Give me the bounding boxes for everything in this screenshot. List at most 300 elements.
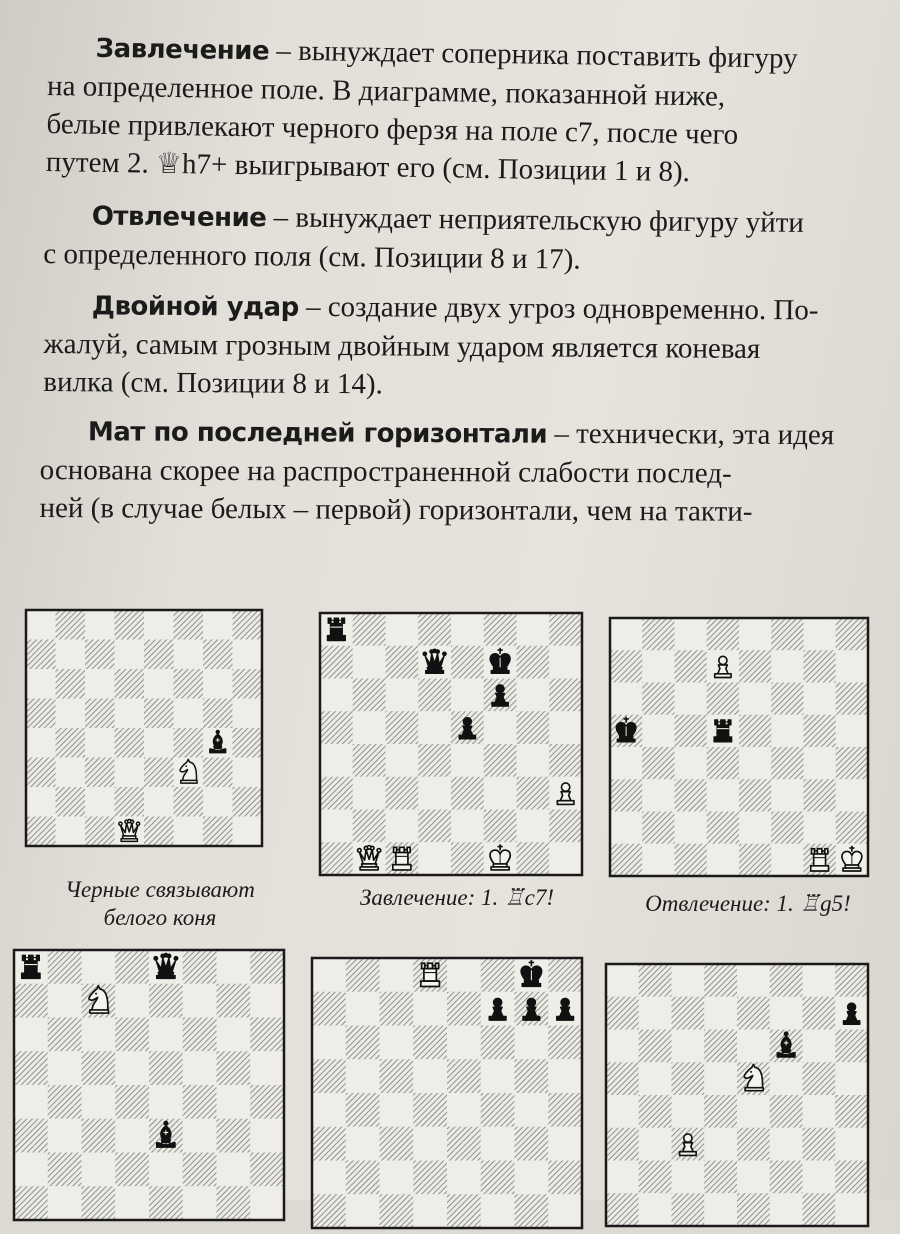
board-square: [56, 669, 86, 699]
board-square: [481, 1059, 515, 1093]
board-square: [48, 950, 82, 984]
board-square: [515, 1127, 549, 1161]
board-square: [642, 844, 674, 876]
board-square: [82, 1018, 116, 1052]
board-square: [835, 1128, 868, 1161]
board-square: [82, 1153, 116, 1187]
board-square: [149, 1153, 183, 1187]
board-square: [233, 699, 263, 729]
board-square: [707, 844, 739, 876]
board-square: [675, 779, 707, 811]
board-square: [14, 1119, 48, 1153]
board-square: [548, 958, 582, 992]
board-square: [606, 1128, 639, 1161]
board-square: [82, 950, 116, 984]
board-square: [803, 1062, 836, 1095]
board-square: [447, 1127, 481, 1161]
board-square: [447, 1093, 481, 1127]
board-square: [549, 744, 582, 777]
board-square: [250, 1085, 284, 1119]
board-square: [14, 1186, 48, 1220]
board-square: [48, 1051, 82, 1085]
board-square: [835, 1062, 868, 1095]
board-square: [639, 997, 672, 1030]
board-square: [353, 744, 386, 777]
board-square: [174, 640, 204, 670]
board-square: [451, 842, 484, 875]
board-square: [320, 744, 353, 777]
board-square: [346, 1161, 380, 1195]
line: – вынуждает неприятельскую фигуру уйти: [266, 201, 805, 239]
board-square: [803, 1030, 836, 1063]
board-square: [115, 1051, 149, 1085]
board-square: [386, 711, 419, 744]
board-square: [481, 1026, 515, 1060]
board-square: [85, 610, 115, 640]
board-square: [704, 1062, 737, 1095]
board-square: [675, 715, 707, 747]
board-square: [418, 842, 451, 875]
board-square: [803, 964, 836, 997]
board-square: [82, 1051, 116, 1085]
board-square: [380, 1093, 414, 1127]
board-square: [484, 744, 517, 777]
paragraph-mat: [39, 412, 864, 531]
board-square: [233, 787, 263, 817]
board-square: [183, 950, 217, 984]
board-square: [704, 1095, 737, 1128]
board-square: [770, 1161, 803, 1194]
board-square: [642, 812, 674, 844]
board-square: [836, 747, 868, 779]
board-square: [515, 1059, 549, 1093]
board-square: [346, 992, 380, 1026]
board-square: [203, 699, 233, 729]
board-square: [672, 964, 705, 997]
board-square: [610, 683, 642, 715]
board-square: [610, 844, 642, 876]
board-square: [835, 1030, 868, 1063]
board-square: [737, 1128, 770, 1161]
board-square: [250, 1186, 284, 1220]
board-square: [174, 669, 204, 699]
board-square: [639, 1062, 672, 1095]
board-square: [770, 964, 803, 997]
board-square: [149, 1018, 183, 1052]
board-square: [672, 1161, 705, 1194]
board-square: [835, 1193, 868, 1226]
board-square: [144, 699, 174, 729]
board-square: [606, 1062, 639, 1095]
board-square: [675, 812, 707, 844]
board-square: [346, 958, 380, 992]
board-square: [517, 810, 550, 843]
board-square: [672, 997, 705, 1030]
board-square: [144, 758, 174, 788]
board-square: [115, 640, 145, 670]
board-square: [610, 747, 642, 779]
board-square: [144, 669, 174, 699]
white-rook-icon: [811, 849, 829, 871]
board-square: [85, 699, 115, 729]
board-square: [26, 728, 56, 758]
board-square: [517, 679, 550, 712]
board-square: [739, 683, 771, 715]
board-square: [183, 1153, 217, 1187]
board-square: [203, 640, 233, 670]
board-square: [804, 812, 836, 844]
board-square: [447, 1161, 481, 1195]
board-square: [56, 640, 86, 670]
board-square: [346, 1026, 380, 1060]
board-square: [836, 715, 868, 747]
board-square: [217, 984, 251, 1018]
board-square: [85, 640, 115, 670]
board-square: [353, 810, 386, 843]
board-square: [312, 1059, 346, 1093]
term-dvoinoi-udar: Двойной удар: [91, 291, 299, 323]
board-square: [149, 1085, 183, 1119]
board-square: [183, 1085, 217, 1119]
board-square: [115, 1153, 149, 1187]
board-square: [515, 1026, 549, 1060]
term-mat: Мат по последней горизонтали: [87, 417, 548, 450]
black-rook-icon: [714, 720, 732, 742]
board-square: [675, 618, 707, 650]
board-square: [515, 1093, 549, 1127]
board-square: [144, 787, 174, 817]
board-square: [115, 610, 145, 640]
board-square: [56, 758, 86, 788]
board-square: [312, 1161, 346, 1195]
board-square: [56, 728, 86, 758]
board-square: [515, 1161, 549, 1195]
board-square: [803, 1095, 836, 1128]
board-square: [418, 613, 451, 646]
board-square: [737, 1095, 770, 1128]
board-square: [549, 613, 582, 646]
white-queen-icon: [119, 819, 140, 841]
board-square: [484, 810, 517, 843]
board-square: [771, 683, 803, 715]
board-square: [217, 1119, 251, 1153]
board-square: [451, 613, 484, 646]
board-square: [642, 650, 674, 682]
board-square: [803, 997, 836, 1030]
board-square: [770, 1128, 803, 1161]
board-square: [418, 810, 451, 843]
board-square: [771, 812, 803, 844]
board-square: [517, 777, 550, 810]
board-square: [413, 1093, 447, 1127]
board-square: [233, 640, 263, 670]
board-square: [606, 1095, 639, 1128]
diagram-caption-3: Отвлечение: 1. ♖g5!: [645, 891, 851, 916]
board-square: [380, 1127, 414, 1161]
board-square: [413, 1127, 447, 1161]
board-square: [484, 613, 517, 646]
board-square: [149, 1186, 183, 1220]
board-square: [203, 787, 233, 817]
chess-diagram-5: [312, 958, 588, 1228]
board-square: [56, 787, 86, 817]
board-square: [447, 958, 481, 992]
board-square: [606, 1161, 639, 1194]
board-square: [26, 699, 56, 729]
board-square: [320, 711, 353, 744]
board-square: [413, 1059, 447, 1093]
board-square: [606, 1193, 639, 1226]
board-square: [48, 1119, 82, 1153]
line: – технически, эта идея: [547, 417, 835, 452]
board-square: [517, 711, 550, 744]
board-square: [48, 1186, 82, 1220]
board-square: [548, 1194, 582, 1228]
white-rook-icon: [421, 963, 440, 986]
board-square: [353, 646, 386, 679]
board-square: [82, 1186, 116, 1220]
board-square: [606, 1030, 639, 1063]
board-square: [451, 646, 484, 679]
line: с определенного поля (см. Позиции 8 и 17).: [43, 237, 581, 276]
line: вилка (см. Позиции 8 и 14).: [43, 365, 383, 401]
board-square: [675, 683, 707, 715]
board-square: [26, 817, 56, 847]
board-square: [639, 1193, 672, 1226]
board-square: [836, 812, 868, 844]
board-square: [115, 699, 145, 729]
board-square: [739, 618, 771, 650]
board-square: [606, 997, 639, 1030]
board-square: [836, 779, 868, 811]
board-square: [639, 1128, 672, 1161]
board-square: [549, 711, 582, 744]
board-square: [771, 650, 803, 682]
board-square: [418, 679, 451, 712]
board-square: [707, 747, 739, 779]
board-square: [804, 618, 836, 650]
board-square: [451, 744, 484, 777]
board-square: [312, 1026, 346, 1060]
board-square: [642, 715, 674, 747]
board-square: [451, 777, 484, 810]
board-square: [484, 711, 517, 744]
board-square: [203, 817, 233, 847]
board-square: [380, 1026, 414, 1060]
board-square: [836, 683, 868, 715]
board-square: [115, 1085, 149, 1119]
board-square: [548, 1161, 582, 1195]
board-square: [704, 997, 737, 1030]
board-square: [548, 1127, 582, 1161]
board-square: [610, 650, 642, 682]
board-square: [610, 812, 642, 844]
paragraph-otvlechenie: [43, 196, 864, 282]
board-square: [115, 1018, 149, 1052]
board-square: [380, 1059, 414, 1093]
board-square: [250, 1051, 284, 1085]
board-square: [771, 844, 803, 876]
board-square: [413, 1026, 447, 1060]
white-rook-icon: [393, 847, 411, 870]
board-square: [610, 618, 642, 650]
line: на определенное поле. В диаграмме, показанной ниже,: [46, 69, 726, 113]
board-square: [353, 613, 386, 646]
board-square: [217, 1018, 251, 1052]
board-square: [704, 1193, 737, 1226]
board-square: [803, 1128, 836, 1161]
board-square: [517, 842, 550, 875]
board-square: [85, 758, 115, 788]
board-square: [835, 1161, 868, 1194]
board-square: [707, 779, 739, 811]
board-square: [386, 810, 419, 843]
board-square: [707, 683, 739, 715]
board-square: [549, 646, 582, 679]
board-square: [642, 618, 674, 650]
board-square: [836, 618, 868, 650]
board-square: [413, 992, 447, 1026]
board-square: [312, 958, 346, 992]
board-square: [639, 964, 672, 997]
line: белые привлекают черного ферзя на поле с7, после чего: [46, 107, 739, 151]
board-square: [707, 812, 739, 844]
board-square: [804, 683, 836, 715]
board-square: [639, 1161, 672, 1194]
board-square: [312, 1194, 346, 1228]
board-square: [481, 1194, 515, 1228]
board-square: [548, 1059, 582, 1093]
board-square: [413, 1194, 447, 1228]
board-square: [380, 992, 414, 1026]
board-square: [380, 1161, 414, 1195]
board-square: [14, 1051, 48, 1085]
board-square: [380, 1194, 414, 1228]
board-square: [346, 1127, 380, 1161]
board-square: [484, 777, 517, 810]
line: основана скорее на распространенной слабости послед-: [39, 453, 732, 490]
board-square: [481, 1127, 515, 1161]
board-square: [771, 715, 803, 747]
board-square: [233, 817, 263, 847]
board-square: [56, 817, 86, 847]
board-square: [85, 669, 115, 699]
board-square: [233, 758, 263, 788]
board-square: [770, 997, 803, 1030]
board-square: [386, 646, 419, 679]
board-square: [675, 747, 707, 779]
board-square: [418, 777, 451, 810]
board-square: [48, 1153, 82, 1187]
black-rook-icon: [22, 955, 41, 978]
line: жалуй, самым грозным двойным ударом является коневая: [43, 327, 761, 366]
board-square: [704, 964, 737, 997]
board-square: [672, 1193, 705, 1226]
board-square: [704, 1128, 737, 1161]
board-square: [85, 728, 115, 758]
board-square: [739, 779, 771, 811]
board-square: [642, 779, 674, 811]
term-otvlechenie: Отвлечение: [91, 201, 267, 234]
board-square: [737, 1161, 770, 1194]
board-square: [14, 1085, 48, 1119]
board-square: [548, 1093, 582, 1127]
board-square: [346, 1093, 380, 1127]
board-square: [183, 984, 217, 1018]
board-square: [250, 1153, 284, 1187]
board-square: [144, 728, 174, 758]
board-square: [771, 747, 803, 779]
board-square: [174, 728, 204, 758]
board-square: [770, 1193, 803, 1226]
board-square: [250, 950, 284, 984]
chess-diagram-3: [610, 618, 868, 880]
board-square: [380, 958, 414, 992]
board-square: [183, 1051, 217, 1085]
board-square: [217, 950, 251, 984]
board-square: [312, 1093, 346, 1127]
board-square: [144, 610, 174, 640]
board-square: [737, 1193, 770, 1226]
board-square: [346, 1194, 380, 1228]
board-square: [549, 842, 582, 875]
board-square: [704, 1161, 737, 1194]
board-square: [739, 650, 771, 682]
board-square: [115, 984, 149, 1018]
board-square: [517, 646, 550, 679]
board-square: [606, 964, 639, 997]
board-square: [203, 758, 233, 788]
chess-diagram-6: [606, 964, 868, 1234]
board-square: [804, 650, 836, 682]
board-square: [447, 1194, 481, 1228]
board-square: [481, 1093, 515, 1127]
board-square: [85, 817, 115, 847]
board-square: [771, 618, 803, 650]
board-square: [203, 669, 233, 699]
board-square: [835, 1095, 868, 1128]
board-square: [675, 650, 707, 682]
board-square: [386, 744, 419, 777]
board-square: [447, 1026, 481, 1060]
board-square: [233, 610, 263, 640]
board-square: [353, 777, 386, 810]
board-square: [770, 1062, 803, 1095]
board-square: [353, 679, 386, 712]
board-square: [320, 679, 353, 712]
board-square: [517, 744, 550, 777]
board-square: [115, 758, 145, 788]
board-square: [82, 1085, 116, 1119]
board-square: [115, 1186, 149, 1220]
board-square: [642, 683, 674, 715]
board-square: [14, 1018, 48, 1052]
board-square: [217, 1153, 251, 1187]
board-square: [115, 728, 145, 758]
board-square: [217, 1186, 251, 1220]
board-square: [386, 777, 419, 810]
board-square: [346, 1059, 380, 1093]
board-square: [217, 1085, 251, 1119]
board-square: [48, 1085, 82, 1119]
chess-diagram-2: [320, 613, 590, 875]
line: – создание двух угроз одновременно. По-: [298, 290, 819, 327]
board-square: [836, 650, 868, 682]
board-square: [26, 610, 56, 640]
board-square: [56, 610, 86, 640]
board-square: [183, 1119, 217, 1153]
board-square: [48, 984, 82, 1018]
